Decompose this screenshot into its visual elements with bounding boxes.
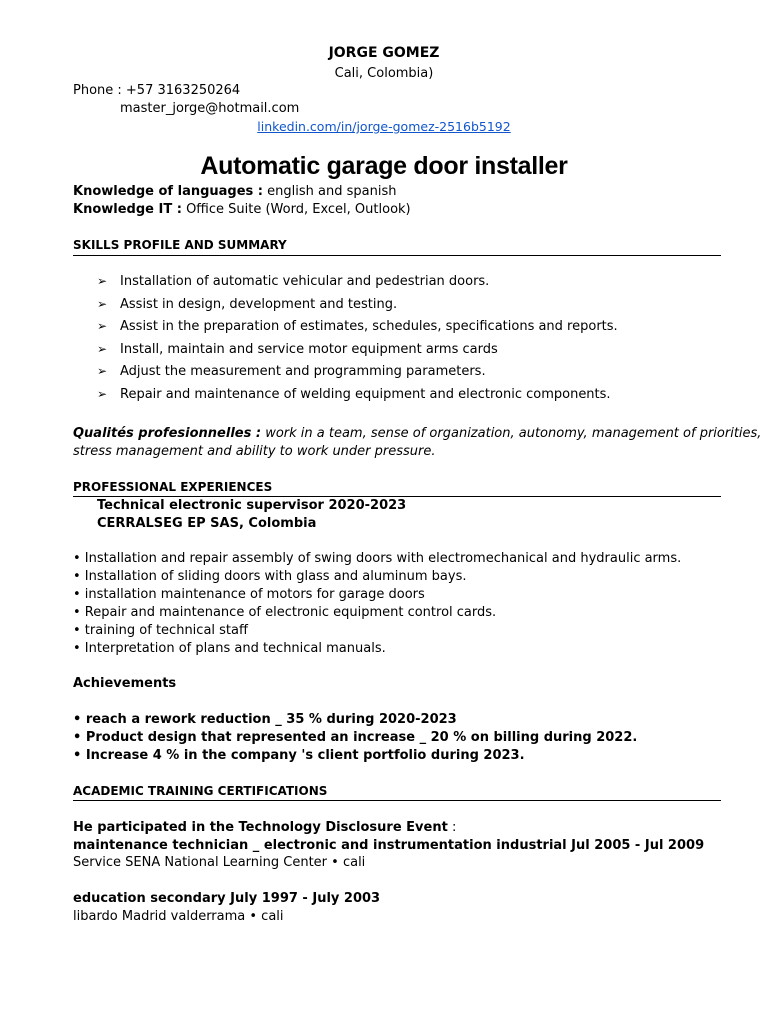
education-divider <box>73 800 721 801</box>
skill-item-text: Repair and maintenance of welding equipment and electronic components. <box>120 387 611 402</box>
education-heading: ACADEMIC TRAINING CERTIFICATIONS <box>73 784 328 798</box>
experience-role: Technical electronic supervisor 2020-2023 <box>97 498 407 513</box>
event-label: He participated in the Technology Disclosure Event <box>73 820 448 835</box>
skills-heading: SKILLS PROFILE AND SUMMARY <box>73 238 287 252</box>
skill-item <box>97 295 397 314</box>
skill-item-text: Install, maintain and service motor equipment arms cards <box>120 342 498 357</box>
experience-item: • installation maintenance of motors for garage doors <box>73 587 425 602</box>
event-colon: : <box>447 820 457 835</box>
phone-number: Phone : +57 3163250264 <box>73 83 241 98</box>
candidate-location: Cali, Colombia) <box>334 66 434 81</box>
it-line <box>73 201 411 219</box>
skill-item <box>97 317 618 336</box>
secondary-school: libardo Madrid valderrama • cali <box>73 909 284 924</box>
job-title: Automatic garage door installer <box>200 152 568 180</box>
skill-item <box>97 385 611 404</box>
skill-item-text: Assist in the preparation of estimates, schedules, specifications and reports. <box>120 319 618 334</box>
experience-item: • Installation and repair assembly of swing doors with electromechanical and hydraulic arms. <box>73 551 682 566</box>
event-line <box>73 819 456 837</box>
experience-company: CERRALSEG EP SAS, Colombia <box>97 516 317 531</box>
skill-item-text: Assist in design, development and testing. <box>120 297 398 312</box>
achievements-heading: Achievements <box>73 676 177 691</box>
candidate-name: JORGE GOMEZ <box>328 45 440 61</box>
skill-item <box>97 272 489 291</box>
achievement-item: • Product design that represented an increase _ 20 % on billing during 2022. <box>73 730 638 745</box>
qualities-line-2: stress management and ability to work under pressure. <box>73 444 436 459</box>
linkedin-link[interactable]: linkedin.com/in/jorge-gomez-2516b5192 <box>257 119 511 134</box>
qualities-label: Qualités profesionnelles : <box>73 426 262 441</box>
program-school: Service SENA National Learning Center • cali <box>73 855 366 870</box>
experience-item: • Installation of sliding doors with glass and aluminum bays. <box>73 569 467 584</box>
skill-item-text: Installation of automatic vehicular and pedestrian doors. <box>120 274 490 289</box>
arrowhead-bullet-icon: ➢ <box>97 297 108 311</box>
arrowhead-bullet-icon: ➢ <box>97 274 108 288</box>
arrowhead-bullet-icon: ➢ <box>97 319 108 333</box>
experience-item: • Repair and maintenance of electronic equipment control cards. <box>73 605 497 620</box>
skills-divider <box>73 255 721 256</box>
arrowhead-bullet-icon: ➢ <box>97 342 108 356</box>
experience-item: • training of technical staff <box>73 623 248 638</box>
experience-item: • Interpretation of plans and technical manuals. <box>73 641 386 656</box>
email-address[interactable]: master_jorge@hotmail.com <box>120 101 300 116</box>
secondary-education: education secondary July 1997 - July 2003 <box>73 891 381 906</box>
arrowhead-bullet-icon: ➢ <box>97 387 108 401</box>
languages-value: english and spanish <box>263 184 397 199</box>
it-label: Knowledge IT : <box>73 202 182 217</box>
arrowhead-bullet-icon: ➢ <box>97 364 108 378</box>
experience-heading: PROFESSIONAL EXPERIENCES <box>73 480 273 494</box>
skill-item <box>97 340 498 359</box>
skill-item <box>97 362 486 381</box>
qualities-text-1: work in a team, sense of organization, autonomy, management of priorities, <box>261 426 762 441</box>
languages-line <box>73 183 396 201</box>
skill-item-text: Adjust the measurement and programming parameters. <box>120 364 486 379</box>
it-value: Office Suite (Word, Excel, Outlook) <box>181 202 411 217</box>
program-title: maintenance technician _ electronic and instrumentation industrial Jul 2005 - Jul 2009 <box>73 838 705 853</box>
languages-label: Knowledge of languages : <box>73 184 264 199</box>
achievement-item: • Increase 4 % in the company 's client portfolio during 2023. <box>73 748 525 763</box>
qualities-line-1 <box>73 425 761 443</box>
achievement-item: • reach a rework reduction _ 35 % during 2020-2023 <box>73 712 457 727</box>
